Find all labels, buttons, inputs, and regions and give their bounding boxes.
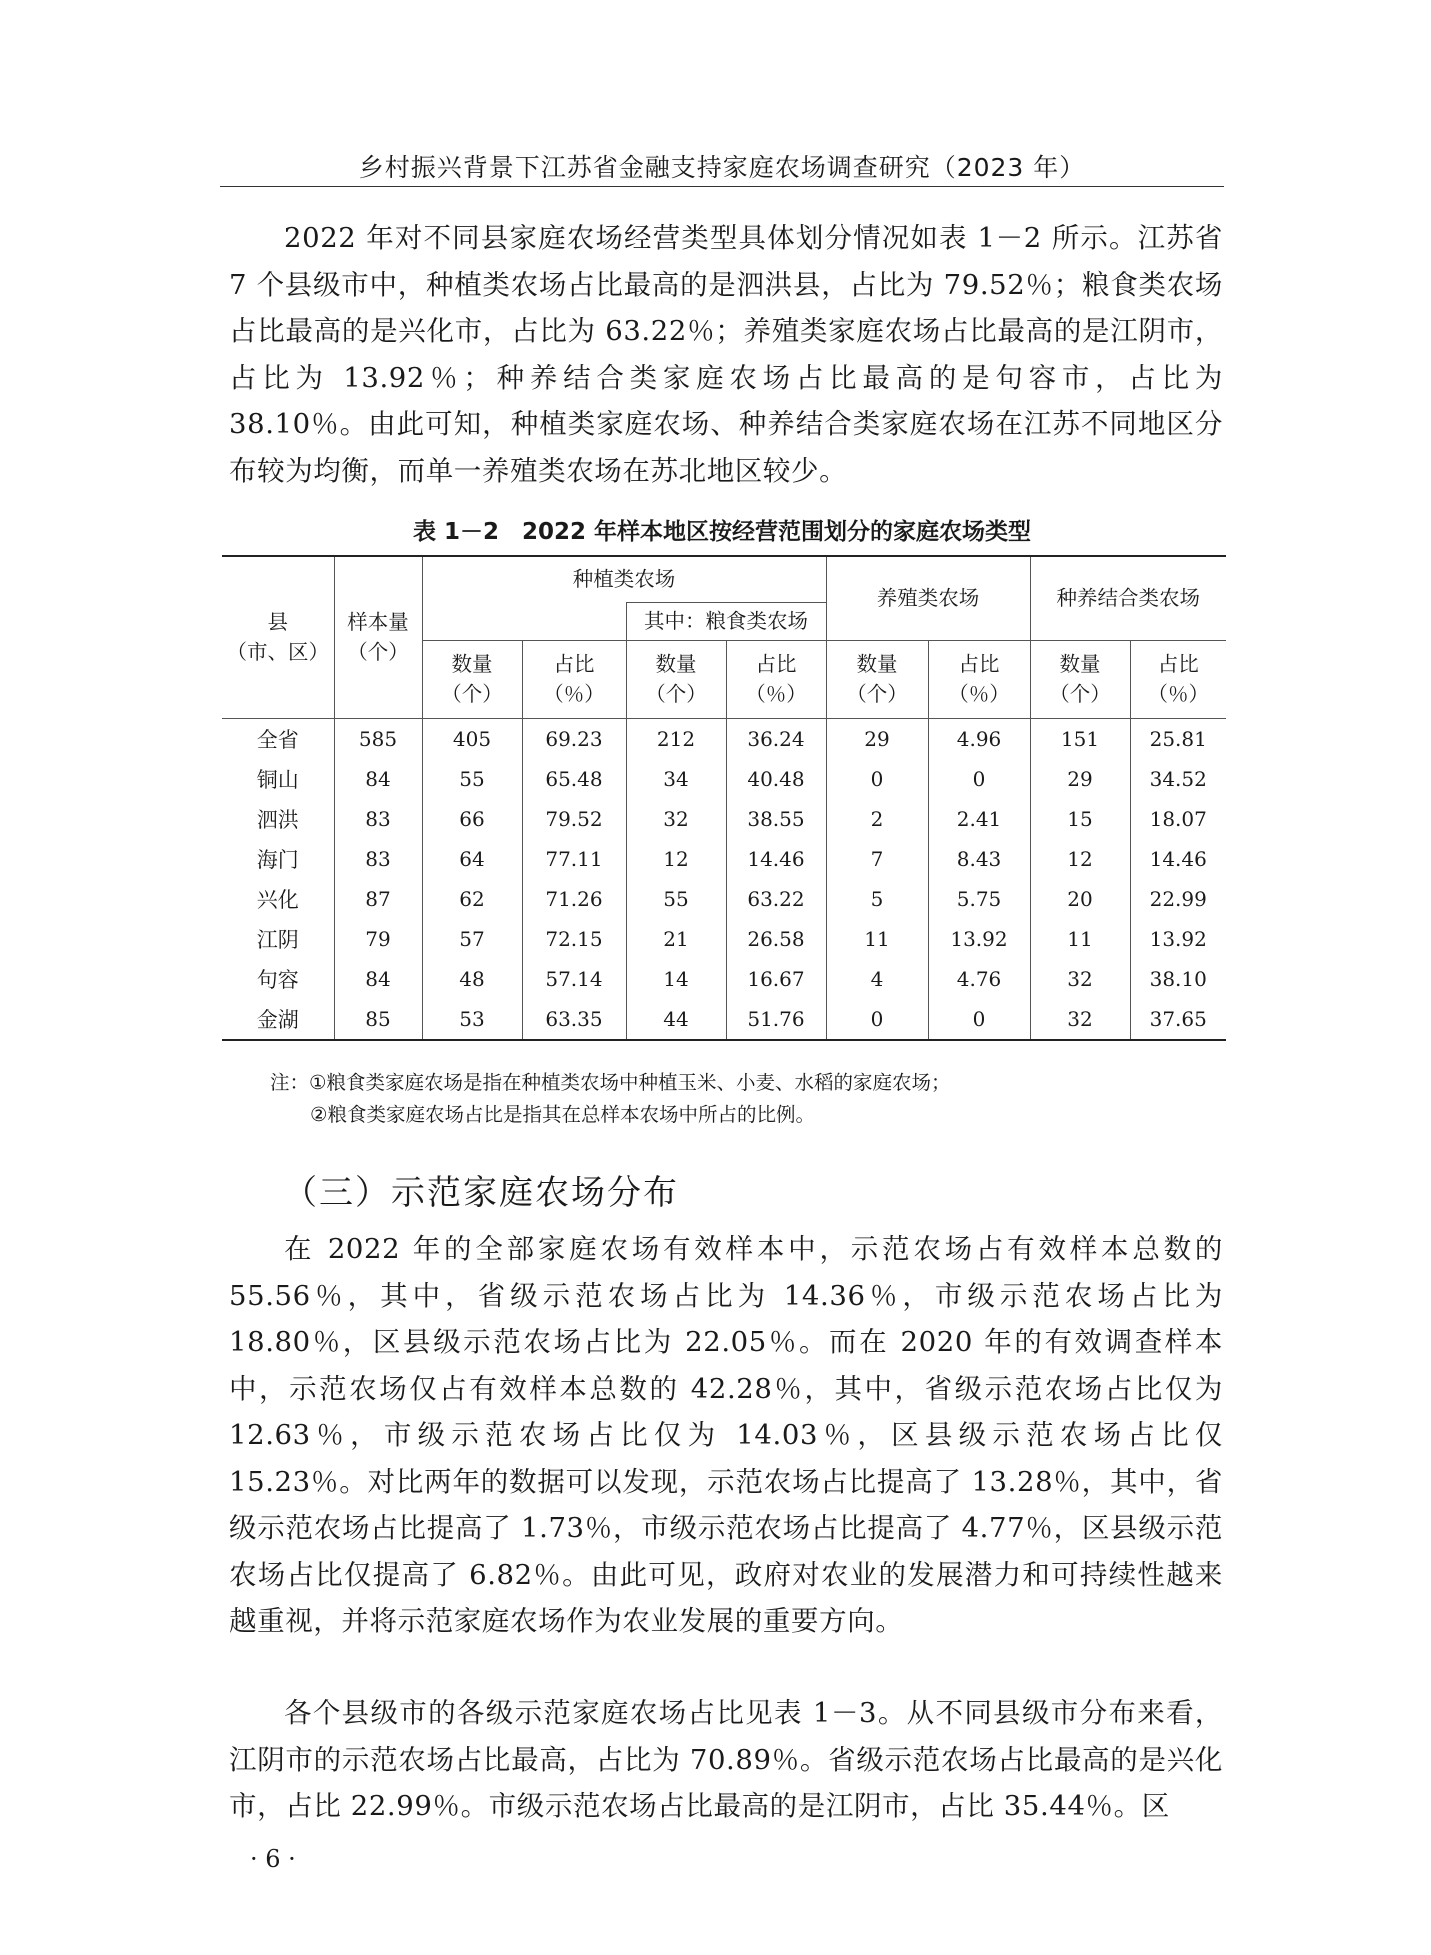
table-cell: 57: [422, 919, 522, 959]
table-cell: 32: [1030, 959, 1130, 999]
table-cell: 5: [826, 879, 928, 919]
table-cell: 12: [1030, 839, 1130, 879]
county-cell: 海门: [256, 847, 299, 872]
table-caption: 表 1－2 2022 年样本地区按经营范围划分的家庭农场类型: [412, 519, 1032, 545]
table-cell: 0: [826, 999, 928, 1040]
county-cell: 句容: [256, 967, 299, 992]
table-cell: 85: [334, 999, 422, 1040]
table-cell: 5.75: [928, 879, 1030, 919]
table-cell: 65.48: [522, 759, 626, 799]
table-cell: 53: [422, 999, 522, 1040]
running-header: 乡村振兴背景下江苏省金融支持家庭农场调查研究（2023 年）: [358, 153, 1086, 182]
table-cell: 29: [826, 718, 928, 759]
paragraph-2: 在 2022 年的全部家庭农场有效样本中，示范农场占有效样本总数的 55.56％，其中，省级示范农场占比为 14.36％，市级示范农场占比为 18.80％，区县级示范农场占比为 22.05％。而在 2020 年的有效调查样本中，示范农场仅占有效样本总数的 42.28％，其中，省级示范农场占比仅为 12.63％，市级示范农场占比仅为 14.03％，区县级示范农场占比仅 15.23％。对比两年的数据可以发现，示范农场占比提高了 13.28％，其中，省级示范农场占比提高了 1.73％，市级示范农场占比提高了 4.77％，区县级示范农场占比仅提高了 6.82％。由此可见，政府对农业的发展潜力和可持续性越来越重视，并将示范家庭农场作为农业发展的重要方向。: [229, 1233, 1223, 1637]
county-cell: 金湖: [222, 999, 334, 1040]
table-cell: 55: [626, 879, 726, 919]
table-cell: 37.65: [1130, 999, 1226, 1040]
table-cell: 84: [334, 759, 422, 799]
table-row: [222, 759, 1226, 799]
table-cell: 13.92: [1130, 919, 1226, 959]
table-cell: 18.07: [1130, 799, 1226, 839]
planting-spacer: [422, 602, 626, 640]
planting-count-header: 数量 （个）: [422, 640, 522, 718]
paragraph-3: 各个县级市的各级示范家庭农场占比见表 1－3。从不同县级市分布来看，江阴市的示范农场占比最高，占比为 70.89％。省级示范农场占比最高的是兴化市，占比 22.99％。市级示范农场占比最高的是江阴市，占比 35.44％。区: [229, 1697, 1223, 1822]
table-cell: 14.46: [1130, 839, 1226, 879]
breeding-ratio-header: 占比 （％）: [928, 640, 1030, 718]
table-cell: 14: [626, 959, 726, 999]
table-cell: 15: [1030, 799, 1130, 839]
table-cell: 64: [422, 839, 522, 879]
table-cell: 7: [826, 839, 928, 879]
table-row: [222, 879, 1226, 919]
table-row: [222, 799, 1226, 839]
table-cell: 69.23: [522, 718, 626, 759]
table-cell: 38.55: [726, 799, 826, 839]
table-cell: 11: [1030, 919, 1130, 959]
table-row: [222, 959, 1226, 999]
table-cell: 405: [422, 718, 522, 759]
table-cell: 22.99: [1130, 879, 1226, 919]
county-cell: 江阴: [256, 927, 299, 952]
table-cell: 34: [626, 759, 726, 799]
table-row: [222, 718, 1226, 759]
table-cell: 151: [1030, 718, 1130, 759]
planting-header: 种植类农场: [422, 556, 826, 602]
table-cell: 57.14: [522, 959, 626, 999]
table-cell: 2: [826, 799, 928, 839]
table-cell: 2.41: [928, 799, 1030, 839]
table-cell: 84: [334, 959, 422, 999]
table-cell: 51.76: [726, 999, 826, 1040]
table-cell: 25.81: [1130, 718, 1226, 759]
county-cell: 泗洪: [256, 807, 299, 832]
county-cell: 兴化: [256, 887, 299, 912]
table-cell: 63.22: [726, 879, 826, 919]
breeding-count-header: 数量 （个）: [826, 640, 928, 718]
table-cell: 79.52: [522, 799, 626, 839]
table-cell: 77.11: [522, 839, 626, 879]
table-cell: 13.92: [928, 919, 1030, 959]
grain-header: 其中：粮食类农场: [626, 602, 826, 640]
table-row: [222, 839, 1226, 879]
table-cell: 16.67: [726, 959, 826, 999]
table-cell: 32: [1030, 999, 1130, 1040]
table-cell: 63.35: [522, 999, 626, 1040]
table-cell: 66: [422, 799, 522, 839]
table-cell: 4.96: [928, 718, 1030, 759]
table-note: [270, 1067, 1170, 1131]
table-row: [222, 999, 1226, 1040]
page-number: · 6 ·: [250, 1845, 296, 1873]
mixed-ratio-header: 占比 （％）: [1130, 640, 1226, 718]
table-cell: 55: [422, 759, 522, 799]
table-cell: 20: [1030, 879, 1130, 919]
county-cell: 铜山: [256, 767, 299, 792]
table-cell: 83: [334, 799, 422, 839]
header-rule: [220, 186, 1224, 187]
section-title: （三）示范家庭农场分布: [283, 1173, 679, 1213]
table-cell: 34.52: [1130, 759, 1226, 799]
table-cell: 212: [626, 718, 726, 759]
table-cell: 0: [928, 999, 1030, 1040]
table-cell: 29: [1030, 759, 1130, 799]
table-cell: 44: [626, 999, 726, 1040]
table-cell: 11: [826, 919, 928, 959]
table-cell: 585: [334, 718, 422, 759]
table-cell: 21: [626, 919, 726, 959]
table-cell: 38.10: [1130, 959, 1226, 999]
table-cell: 4: [826, 959, 928, 999]
table-cell: 36.24: [726, 718, 826, 759]
table-cell: 40.48: [726, 759, 826, 799]
table-cell: 87: [334, 879, 422, 919]
county-cell: 全省: [256, 727, 299, 752]
table-cell: 83: [334, 839, 422, 879]
note-line-2: ②粮食类家庭农场占比是指其在总样本农场中所占的比例。: [310, 1103, 815, 1126]
sample-header: 样本量 （个）: [334, 556, 422, 718]
table-cell: 12: [626, 839, 726, 879]
note-line-1: 注：①粮食类家庭农场是指在种植类农场中种植玉米、小麦、水稻的家庭农场；: [270, 1071, 951, 1094]
table-cell: 14.46: [726, 839, 826, 879]
county-header: 县 （市、区）: [222, 556, 334, 718]
table-row: [222, 919, 1226, 959]
table-cell: 62: [422, 879, 522, 919]
table-cell: 72.15: [522, 919, 626, 959]
table-cell: 4.76: [928, 959, 1030, 999]
mixed-header: 种养结合类农场: [1030, 556, 1226, 640]
table-cell: 79: [334, 919, 422, 959]
table-cell: 32: [626, 799, 726, 839]
planting-ratio-header: 占比 （％）: [522, 640, 626, 718]
table-cell: 48: [422, 959, 522, 999]
table-cell: 0: [826, 759, 928, 799]
table-cell: 71.26: [522, 879, 626, 919]
breeding-header: 养殖类农场: [826, 556, 1030, 640]
grain-count-header: 数量 （个）: [626, 640, 726, 718]
grain-ratio-header: 占比 （％）: [726, 640, 826, 718]
table-cell: 0: [928, 759, 1030, 799]
mixed-count-header: 数量 （个）: [1030, 640, 1130, 718]
farm-type-table: [222, 555, 1226, 1041]
table-body: [222, 718, 1226, 1040]
table-cell: 26.58: [726, 919, 826, 959]
table-cell: 8.43: [928, 839, 1030, 879]
paragraph-1: 2022 年对不同县家庭农场经营类型具体划分情况如表 1－2 所示。江苏省 7 个县级市中，种植类农场占比最高的是泗洪县，占比为 79.52％；粮食类农场占比最高的是兴化市，占比为 63.22％；养殖类家庭农场占比最高的是江阴市，占比为 13.92％；种养结合类家庭农场占比最高的是句容市，占比为 38.10％。由此可知，种植类家庭农场、种养结合类家庭农场在江苏不同地区分布较为均衡，而单一养殖类农场在苏北地区较少。: [229, 222, 1223, 487]
